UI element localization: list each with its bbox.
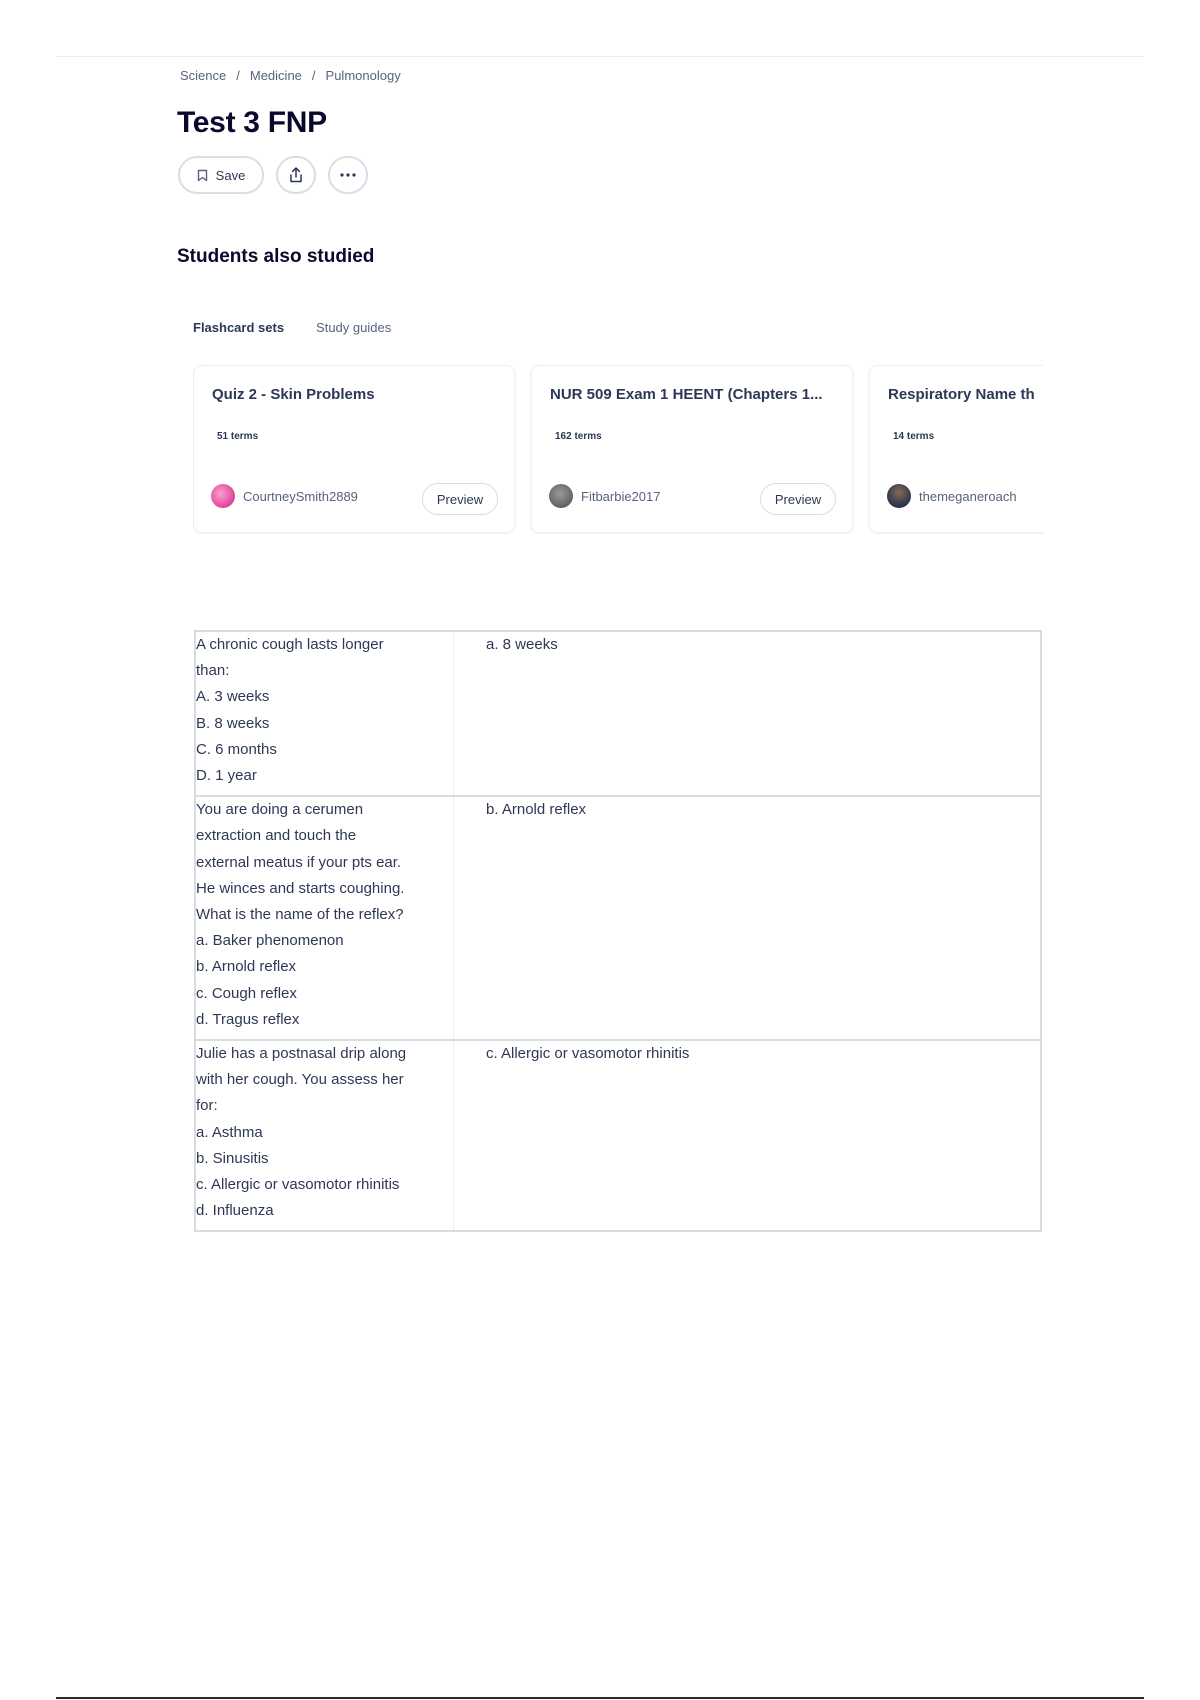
page-title: Test 3 FNP xyxy=(177,106,327,139)
more-horizontal-icon xyxy=(339,172,357,178)
card-title: Quiz 2 - Skin Problems xyxy=(212,386,375,403)
card-author[interactable] xyxy=(887,484,1017,508)
term-cell xyxy=(195,796,454,1040)
card-author[interactable] xyxy=(211,484,358,508)
study-set-card[interactable] xyxy=(531,365,853,533)
students-also-studied-heading: Students also studied xyxy=(177,246,375,267)
avatar xyxy=(887,484,911,508)
definition-cell xyxy=(454,631,1042,796)
study-set-carousel xyxy=(193,365,1043,535)
card-term-count: 51 terms xyxy=(217,431,259,442)
breadcrumb-medicine[interactable]: Medicine xyxy=(249,68,302,83)
card-term-count: 14 terms xyxy=(893,431,935,442)
term-line: external meatus if your pts ear. xyxy=(196,853,402,871)
term-line: b. Sinusitis xyxy=(196,1149,269,1167)
study-set-card[interactable] xyxy=(869,365,1043,533)
term-cell xyxy=(195,1040,454,1231)
definition-text: a. 8 weeks xyxy=(486,636,558,653)
definition-cell xyxy=(454,796,1042,1040)
definition-cell xyxy=(454,1040,1042,1231)
tab-flashcard-sets[interactable]: Flashcard sets xyxy=(193,320,285,335)
bookmark-icon xyxy=(197,169,208,182)
term-line: a. Asthma xyxy=(196,1123,263,1141)
study-set-card[interactable] xyxy=(193,365,515,533)
preview-button[interactable]: Preview xyxy=(422,483,498,515)
avatar xyxy=(549,484,573,508)
term-line: You are doing a cerumen xyxy=(196,801,364,819)
card-author-name: Fitbarbie2017 xyxy=(581,488,661,504)
card-author-name: themeganeroach xyxy=(919,488,1017,504)
breadcrumb-science[interactable]: Science xyxy=(180,68,227,83)
term-line: Julie has a postnasal drip along xyxy=(196,1045,407,1063)
card-author-name: CourtneySmith2889 xyxy=(243,488,358,504)
term-line: c. Cough reflex xyxy=(196,984,297,1002)
term-line: a. Baker phenomenon xyxy=(196,932,344,950)
term-line: with her cough. You assess her xyxy=(196,1071,404,1089)
term-line: d. Influenza xyxy=(196,1202,274,1220)
study-tabs xyxy=(193,320,391,335)
term-line: b. Arnold reflex xyxy=(196,958,297,976)
save-button[interactable] xyxy=(178,156,264,194)
table-row xyxy=(195,631,1041,796)
term-line: What is the name of the reflex? xyxy=(196,906,404,924)
card-author[interactable] xyxy=(549,484,661,508)
avatar xyxy=(211,484,235,508)
term-line: He winces and starts coughing. xyxy=(196,879,405,897)
save-label: Save xyxy=(215,167,246,183)
definition-text: b. Arnold reflex xyxy=(486,801,587,819)
term-line: A. 3 weeks xyxy=(196,688,270,706)
card-term-count: 162 terms xyxy=(555,431,602,442)
action-bar xyxy=(178,156,368,194)
term-cell xyxy=(195,631,454,796)
tab-study-guides[interactable]: Study guides xyxy=(316,320,392,335)
top-divider xyxy=(56,56,1144,57)
term-line: D. 1 year xyxy=(196,767,257,785)
flashcard-table xyxy=(194,630,1042,1232)
term-line: c. Allergic or vasomotor rhinitis xyxy=(196,1176,400,1194)
card-title: NUR 509 Exam 1 HEENT (Chapters 1... xyxy=(550,386,823,403)
share-button[interactable] xyxy=(276,156,316,194)
preview-button[interactable]: Preview xyxy=(760,483,836,515)
share-icon xyxy=(287,166,305,184)
term-line: C. 6 months xyxy=(196,740,277,758)
term-line: B. 8 weeks xyxy=(196,714,270,732)
breadcrumb-pulmonology[interactable]: Pulmonology xyxy=(325,68,401,83)
breadcrumb xyxy=(180,68,401,83)
breadcrumb-separator: / xyxy=(311,68,316,83)
term-line: d. Tragus reflex xyxy=(196,1010,300,1028)
table-row xyxy=(195,1040,1041,1231)
table-row xyxy=(195,796,1041,1040)
term-line: extraction and touch the xyxy=(196,827,357,845)
breadcrumb-separator: / xyxy=(236,68,240,83)
term-line: for: xyxy=(196,1097,218,1115)
card-title: Respiratory Name th xyxy=(888,386,1035,403)
bottom-divider xyxy=(56,1697,1144,1699)
more-options-button[interactable] xyxy=(328,156,368,194)
term-line: than: xyxy=(196,662,230,680)
term-line: A chronic cough lasts longer xyxy=(196,636,384,653)
definition-text: c. Allergic or vasomotor rhinitis xyxy=(486,1045,690,1063)
